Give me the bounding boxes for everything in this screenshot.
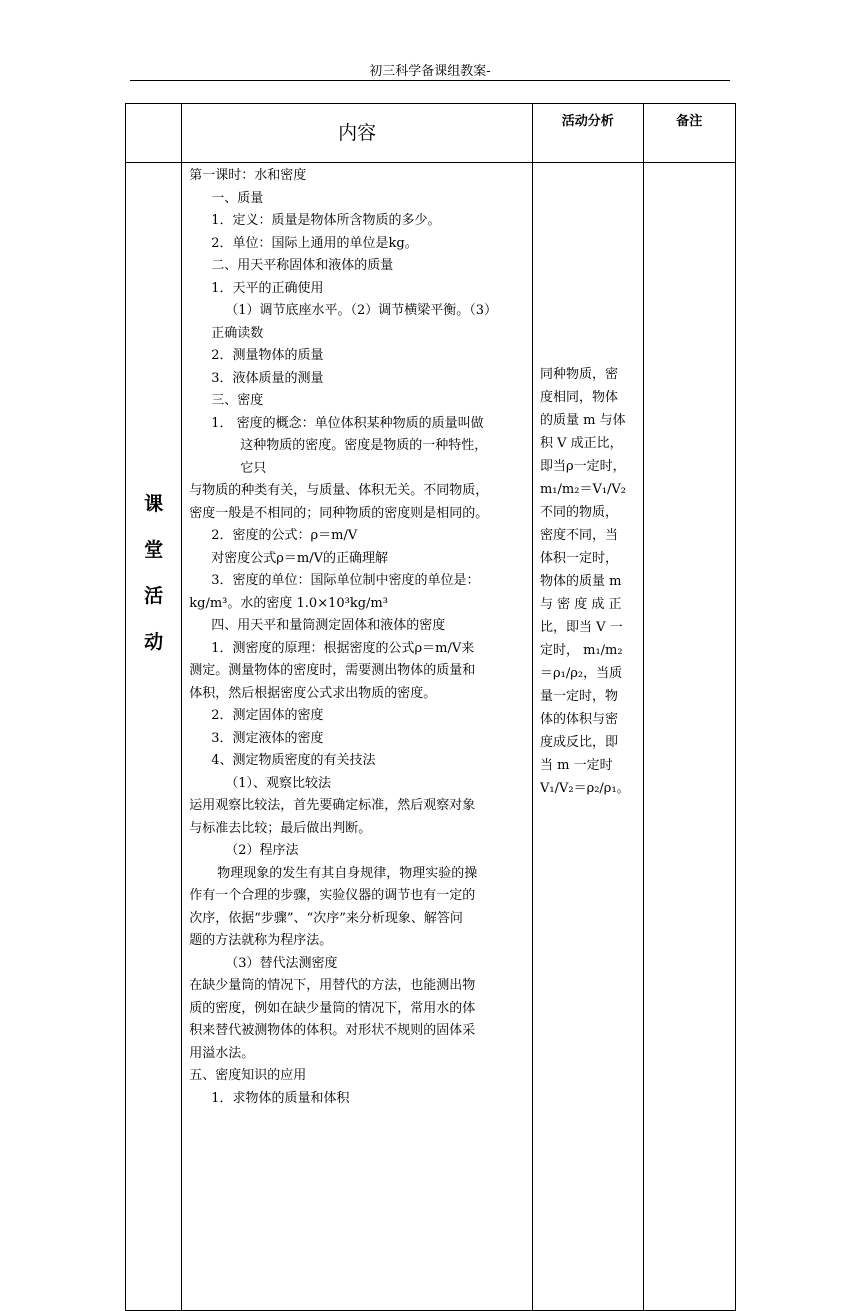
analysis-line: 体积一定时，: [539, 551, 618, 566]
content-line: 五、密度知识的应用: [189, 1068, 307, 1083]
content-line: 2．密度的公式：ρ＝m/V: [211, 528, 358, 543]
content-line: 1．定义：质量是物体所含物质的多少。: [211, 213, 441, 228]
content-line: 密度一般是不相同的；同种物质的密度则是相同的。: [189, 505, 489, 521]
section-label-cell: [126, 163, 182, 1311]
analysis-line: 密度不同，当: [539, 528, 618, 543]
content-cell: [182, 163, 533, 1311]
content-line: 1．求物体的质量和体积: [211, 1090, 350, 1106]
content-line: 这种物质的密度。密度是物质的一种特性，: [240, 438, 488, 453]
content-line: 2．测定固体的密度: [211, 708, 324, 723]
notes-cell: [643, 163, 735, 1311]
analysis-line: 即当ρ一定时，: [539, 459, 626, 474]
content-line: 1．测密度的原理：根据密度的公式ρ＝m/V来: [211, 640, 475, 656]
content-line: 二、用天平称固体和液体的质量: [211, 258, 394, 273]
content-line: 题的方法就称为程序法。: [189, 933, 333, 948]
content-line: 2．测量物体的质量: [211, 348, 324, 363]
analysis-line: 物体的质量 m: [539, 574, 622, 589]
content-line: 与标准去比较；最后做出判断。: [189, 820, 372, 836]
content-line: 3．液体质量的测量: [211, 370, 324, 386]
section-label-char: 活: [144, 585, 164, 607]
content-line: 用溢水法。: [189, 1045, 255, 1061]
content-line: 三、密度: [211, 393, 264, 408]
content-line: （1）调节底座水平。（2）调节横梁平衡。（3）: [225, 303, 498, 318]
content-line: 1． 密度的概念：单位体积某种物质的质量叫做: [211, 415, 484, 431]
content-line: 它只: [240, 460, 267, 476]
analysis-line: 比，即当 V 一: [539, 620, 623, 635]
section-label-char: 课: [144, 493, 164, 515]
content-line: 1．天平的正确使用: [211, 280, 324, 296]
content-line: 运用观察比较法，首先要确定标准，然后观察对象: [189, 798, 476, 813]
analysis-line: 当 m 一定时: [539, 758, 613, 773]
header-empty-cell: [126, 104, 182, 163]
content-line: （3）替代法测密度: [225, 955, 338, 971]
content-line: 与物质的种类有关，与质量、体积无关。不同物质，: [189, 483, 489, 498]
analysis-line: 同种物质，密: [539, 367, 618, 382]
content-line: kg/m³。水的密度 1.0×10³kg/m³: [189, 595, 388, 611]
content-line: 2．单位：国际上通用的单位是kg。: [211, 235, 418, 251]
analysis-line: ＝ρ₁/ρ₂，当质: [539, 666, 623, 681]
content-line: 4、测定物质密度的有关技法: [211, 753, 376, 768]
content-line: 作有一个合理的步骤，实验仪器的调节也有一定的: [189, 888, 476, 903]
header-divider: [130, 80, 730, 81]
table-body-row: [126, 163, 736, 1311]
content-line: 物理现象的发生有其自身规律，物理实验的操: [217, 865, 478, 881]
analysis-line: 不同的物质，: [539, 505, 618, 520]
content-line: 四、用天平和量筒测定固体和液体的密度: [211, 618, 446, 633]
header-notes: 备注: [643, 104, 735, 163]
page-header: 初三科学备课组教案-: [369, 64, 491, 79]
table-header-row: [126, 104, 736, 163]
content-line: （2）程序法: [225, 843, 299, 858]
analysis-line: 积 V 成正比，: [539, 436, 623, 451]
content-line: 测定。测量物体的密度时，需要测出物体的质量和: [189, 663, 476, 678]
content-line: （1）、观察比较法: [225, 775, 332, 791]
activity-analysis-cell: [532, 163, 643, 1311]
content-line: 质的密度，例如在缺少量筒的情况下，常用水的体: [189, 1000, 476, 1016]
content-line: 次序，依据“步骤”、“次序”来分析现象、解答问: [189, 910, 463, 926]
content-line: 3．密度的单位：国际单位制中密度的单位是：: [211, 573, 480, 588]
content-line: 在缺少量筒的情况下，用替代的方法，也能测出物: [189, 978, 476, 993]
section-label-char: 动: [144, 631, 164, 653]
header-content: 内容: [182, 104, 533, 163]
analysis-line: 体的体积与密: [539, 712, 618, 727]
content-line: 3．测定液体的密度: [211, 730, 324, 746]
analysis-line: 的质量 m 与体: [539, 413, 626, 428]
analysis-line: 定时， m₁/m₂: [539, 643, 623, 658]
header-activity-analysis: 活动分析: [532, 104, 643, 163]
analysis-line: 度相同，物体: [539, 390, 618, 405]
analysis-line: 量一定时，物: [539, 689, 618, 704]
section-label-char: 堂: [144, 539, 164, 561]
lesson-plan-table: [125, 103, 736, 1311]
content-line: 一、质量: [211, 190, 264, 206]
content-line: 对密度公式ρ＝m/V的正确理解: [211, 550, 389, 566]
analysis-line: 与 密 度 成 正: [539, 597, 622, 612]
content-line: 积来替代被测物体的体积。对形状不规则的固体采: [189, 1023, 476, 1038]
analysis-line: 度成反比，即: [539, 735, 618, 750]
content-line: 第一课时：水和密度: [189, 168, 307, 183]
analysis-line: V₁/V₂＝ρ₂/ρ₁。: [539, 781, 630, 796]
content-line: 体积，然后根据密度公式求出物质的密度。: [189, 685, 437, 701]
content-line: 正确读数: [211, 325, 264, 341]
analysis-line: m₁/m₂＝V₁/V₂: [539, 482, 627, 497]
